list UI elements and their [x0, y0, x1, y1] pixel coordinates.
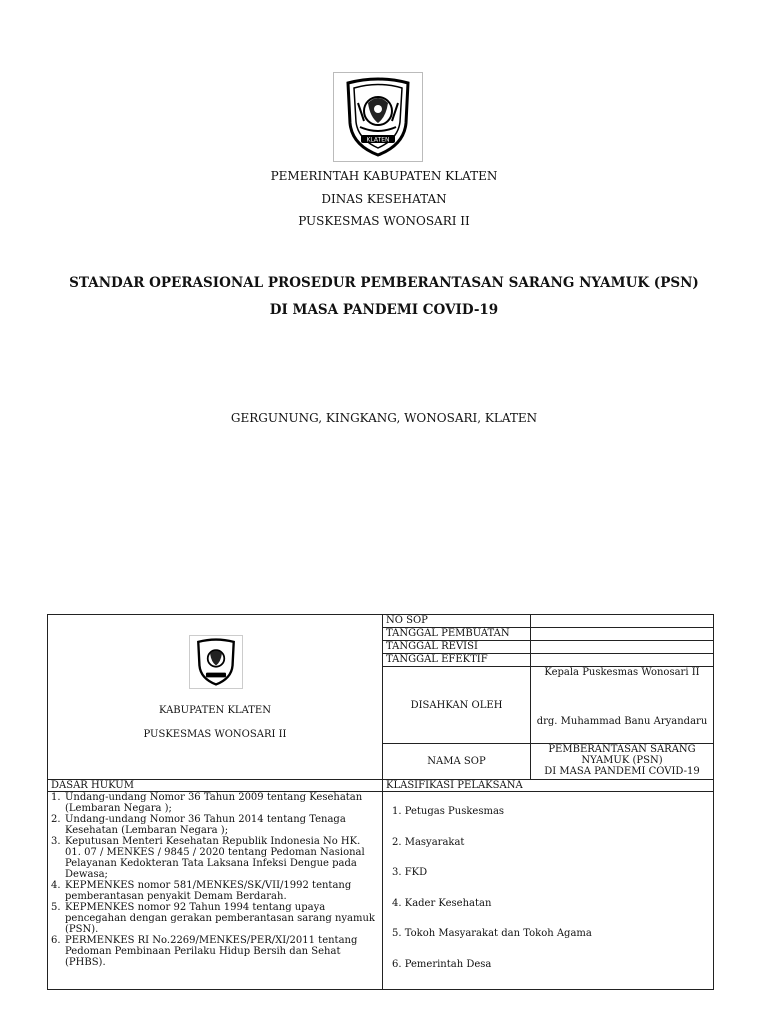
address: GERGUNUNG, KINGKANG, WONOSARI, KLATEN — [230, 411, 538, 425]
tanggal-efektif-label: TANGGAL EFEKTIF — [383, 654, 531, 667]
small-klaten-logo — [189, 635, 243, 689]
list-item: 2. Masyarakat — [392, 836, 465, 848]
list-item: 5. KEPMENKES nomor 92 Tahun 1994 tentang upaya pencegahan dengan gerakan pemberantasan sarang nyamuk (PSN). — [51, 902, 375, 935]
list-item: 6. Pemerintah Desa — [392, 958, 492, 970]
nama-sop-line-1: PEMBERANTASAN SARANG NYAMUK (PSN) — [548, 743, 696, 766]
nama-sop-line-2: DI MASA PANDEMI COVID-19 — [544, 765, 700, 777]
header-line-2: DINAS KESEHATAN — [321, 192, 447, 206]
list-item: 4. Kader Kesehatan — [392, 897, 492, 909]
puskesmas-name: PUSKESMAS WONOSARI II — [143, 729, 287, 740]
list-item: 6. PERMENKES RI No.2269/MENKES/PER/XI/2011 tentang Pedoman Pembinaan Perilaku Hidup Bersih dan Sehat (PHBS). — [51, 935, 358, 968]
institution-cell — [48, 615, 383, 780]
klasifikasi-cell — [383, 792, 714, 990]
dasar-hukum-cell — [48, 792, 383, 990]
approver-title: Kepala Puskesmas Wonosari II — [544, 667, 700, 679]
list-item: 4. KEPMENKES nomor 581/MENKES/SK/VII/1992 tentang pemberantasan penyakit Demam Berdarah. — [51, 880, 352, 902]
tanggal-revisi-value — [531, 641, 714, 654]
list-item: 3. FKD — [392, 867, 428, 878]
document-title-line-2: DI MASA PANDEMI COVID-19 — [269, 302, 499, 318]
document-title-line-1: STANDAR OPERASIONAL PROSEDUR PEMBERANTASAN SARANG NYAMUK (PSN) — [69, 275, 699, 291]
list-item: 2. Undang-undang Nomor 36 Tahun 2014 tentang Tenaga Kesehatan (Lembaran Negara ); — [51, 814, 346, 836]
disahkan-oleh-label: DISAHKAN OLEH — [383, 667, 531, 743]
klasifikasi-list — [386, 806, 710, 989]
nama-sop-value — [531, 743, 714, 779]
tanggal-pembuatan-label: TANGGAL PEMBUATAN — [383, 628, 531, 641]
approver-name: drg. Muhammad Banu Aryandaru — [536, 716, 708, 728]
small-crest-icon — [190, 636, 242, 688]
kabupaten-name: KABUPATEN KLATEN — [159, 705, 271, 716]
list-item: 1. Petugas Puskesmas — [392, 806, 505, 817]
logo-label: KLATEN — [366, 136, 390, 144]
no-sop-label: NO SOP — [383, 615, 531, 628]
no-sop-value — [531, 615, 714, 628]
list-item: 1. Undang-undang Nomor 36 Tahun 2009 tentang Kesehatan (Lembaran Negara ); — [51, 792, 363, 814]
header-line-1: PEMERINTAH KABUPATEN KLATEN — [270, 169, 498, 183]
approval-cell — [531, 667, 714, 743]
klaten-logo — [333, 72, 423, 162]
dasar-hukum-list — [51, 792, 379, 968]
sop-table — [47, 614, 714, 990]
tanggal-efektif-value — [531, 654, 714, 667]
list-item: 3. Keputusan Menteri Kesehatan Republik Indonesia No HK. 01. 07 / MENKES / 9845 / 2020 tentang Pedoman Nasional Pelayanan Kedokteran Tata Laksana Infeksi Dengue pada Dewasa; — [51, 836, 365, 880]
klaten-crest-icon — [334, 73, 422, 161]
klasifikasi-header: KLASIFIKASI PELAKSANA — [383, 780, 714, 792]
dasar-hukum-header: DASAR HUKUM — [48, 780, 383, 792]
nama-sop-label: NAMA SOP — [383, 743, 531, 779]
header-line-3: PUSKESMAS WONOSARI II — [298, 214, 470, 228]
list-item: 5. Tokoh Masyarakat dan Tokoh Agama — [392, 928, 592, 939]
tanggal-revisi-label: TANGGAL REVISI — [383, 641, 531, 654]
tanggal-pembuatan-value — [531, 628, 714, 641]
